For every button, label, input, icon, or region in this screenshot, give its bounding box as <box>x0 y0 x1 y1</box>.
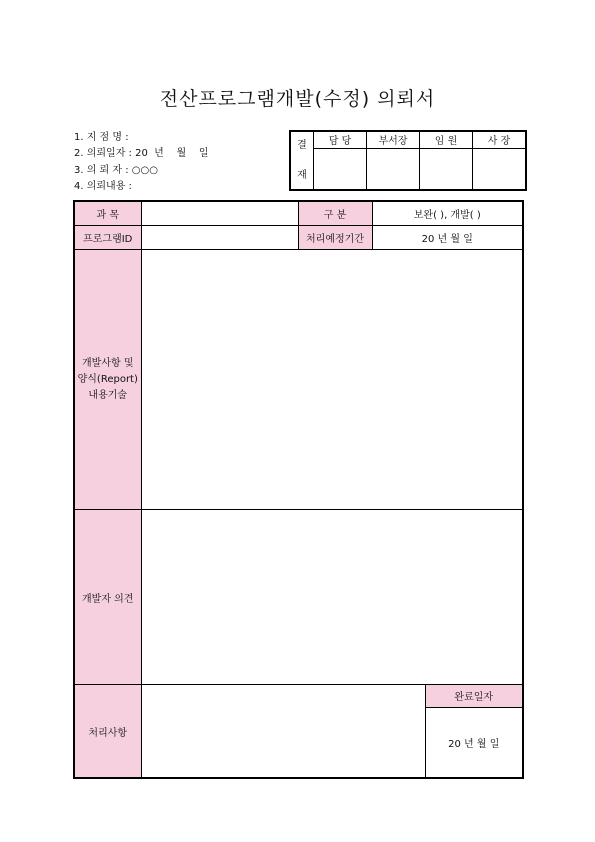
dev-opinion-label: 개발자 의견 <box>74 510 141 685</box>
branch-name-line: 1. 지 점 명 : <box>74 132 129 143</box>
approval-sign-executive[interactable] <box>420 148 473 190</box>
program-id-field[interactable] <box>141 226 298 250</box>
schedule-field[interactable]: 20 년 월 일 <box>372 226 523 250</box>
approval-table <box>289 130 527 191</box>
request-form-table <box>73 200 524 779</box>
dev-description-label-line2: 양식(Report) <box>77 373 138 385</box>
approval-header-president: 사 장 <box>473 131 527 148</box>
completion-cell <box>425 685 523 779</box>
approval-header-dept-head: 부서장 <box>367 131 420 148</box>
dev-description-field[interactable] <box>141 250 523 510</box>
program-id-label: 프로그램ID <box>74 226 141 250</box>
approval-sign-president[interactable] <box>473 148 527 190</box>
document-title: 전산프로그램개발(수정) 의뢰서 <box>159 88 436 110</box>
dev-description-label-line1: 개발사항 및 <box>82 357 134 369</box>
approval-header-manager: 담 당 <box>314 131 367 148</box>
processing-field[interactable] <box>141 685 425 779</box>
schedule-label: 처리예정기간 <box>298 226 372 250</box>
dev-opinion-field[interactable] <box>141 510 523 685</box>
approval-header-executive: 임 원 <box>420 131 473 148</box>
processing-label: 처리사항 <box>74 685 141 779</box>
subject-field[interactable] <box>141 201 298 226</box>
approval-label <box>290 131 314 190</box>
approval-sign-manager[interactable] <box>314 148 367 190</box>
completion-label: 완료일자 <box>426 685 523 707</box>
approval-label-bottom: 재 <box>297 169 307 181</box>
dev-description-label <box>74 250 141 510</box>
category-field[interactable]: 보완( ), 개발( ) <box>372 201 523 226</box>
approval-sign-dept-head[interactable] <box>367 148 420 190</box>
category-label: 구 분 <box>298 201 372 226</box>
request-date-line: 2. 의뢰일자 : 20 년 월 일 <box>74 148 209 159</box>
requester-line: 3. 의 뢰 자 : ○○○ <box>74 165 158 176</box>
dev-description-label-line3: 내용기술 <box>88 389 128 401</box>
subject-label: 과 목 <box>74 201 141 226</box>
approval-label-top: 결 <box>297 139 307 151</box>
request-content-line: 4. 의뢰내용 : <box>74 181 132 192</box>
completion-date-field[interactable]: 20 년 월 일 <box>448 738 500 750</box>
completion-subtable <box>426 685 523 777</box>
